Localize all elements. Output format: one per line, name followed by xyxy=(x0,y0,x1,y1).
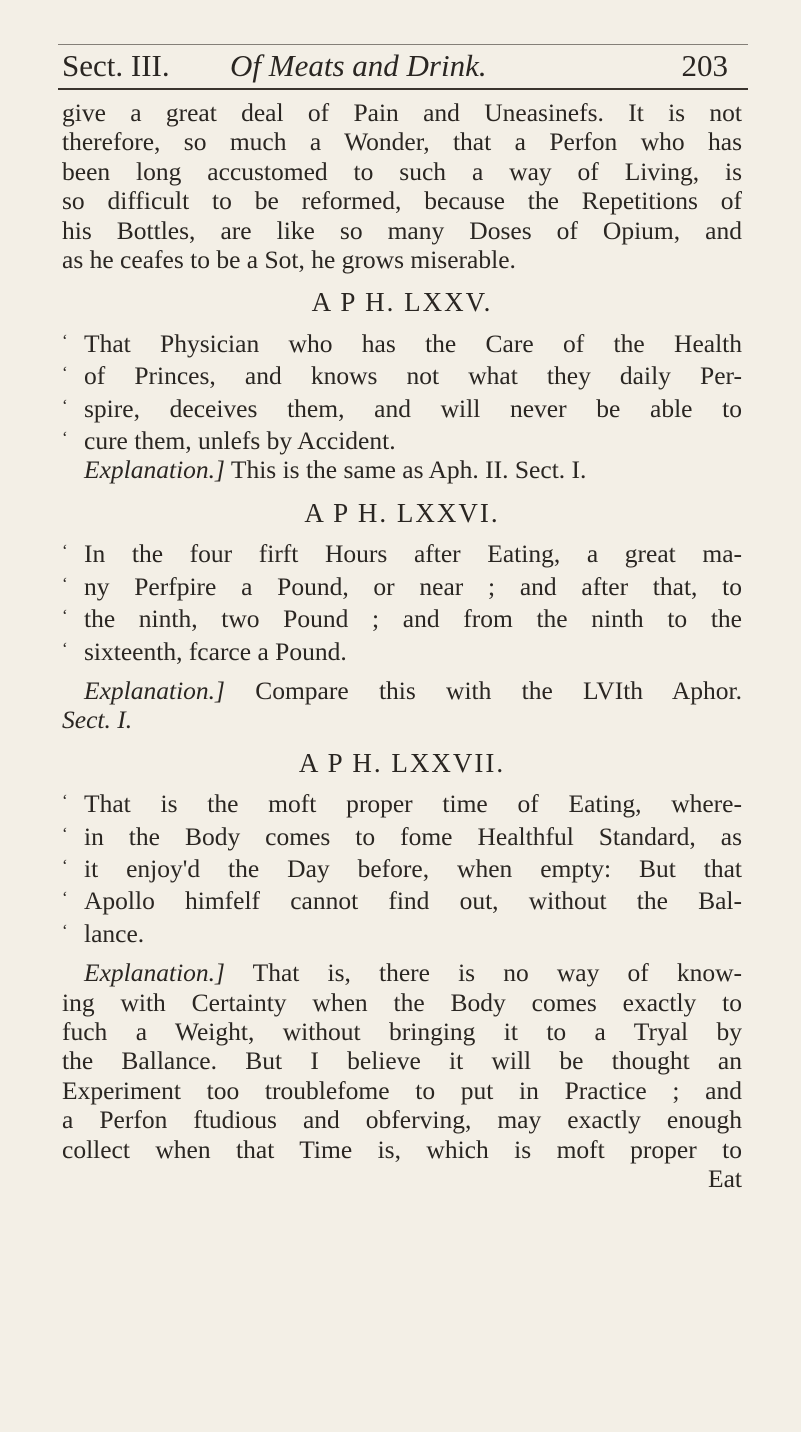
text-line: sixteenth, fcarce a Pound. xyxy=(84,636,347,666)
running-header xyxy=(62,42,728,92)
aphorism-heading: A P H. LXXVI. xyxy=(304,497,500,528)
text-line: That Physician who has the Care of the Health xyxy=(84,328,742,358)
text-line: ing with Certainty when the Body comes exactly to xyxy=(62,987,742,1017)
quote-mark: ‘ xyxy=(62,920,68,940)
explanation-label: Explanation.] xyxy=(84,958,225,988)
text-line: collect when that Time is, which is moft proper to xyxy=(62,1134,742,1164)
text-line: of Princes, and knows not what they daily Per- xyxy=(84,361,742,391)
text-line: Compare this with the LVIth Aphor. xyxy=(255,675,743,705)
quote-mark: ‘ xyxy=(62,888,68,908)
quote-mark: ‘ xyxy=(62,791,68,811)
text-line: lance. xyxy=(84,918,145,948)
text-line: in the Body comes to fome Healthful Standard, as xyxy=(84,821,742,851)
quote-mark: ‘ xyxy=(62,573,68,593)
explanation-paragraph xyxy=(62,676,742,735)
catchword: Eat xyxy=(708,1164,742,1193)
quote-mark: ‘ xyxy=(62,428,68,448)
text-line: Apollo himfelf cannot find out, without the Bal- xyxy=(84,886,742,916)
text-line: In the four firft Hours after Eating, a great ma- xyxy=(84,539,742,569)
page-body xyxy=(62,98,742,1193)
text-line: cure them, unlefs by Accident. xyxy=(84,426,396,456)
text-line: therefore, so much a Wonder, that a Perfon who has xyxy=(62,127,742,157)
aphorism-quote xyxy=(62,326,742,456)
quote-mark: ‘ xyxy=(62,855,68,875)
quote-mark: ‘ xyxy=(62,541,68,561)
text-line: That is the moft proper time of Eating, where- xyxy=(84,789,742,819)
explanation-paragraph xyxy=(62,958,742,1193)
text-line: as he ceafes to be a Sot, he grows miserable. xyxy=(62,245,516,275)
text-line: spire, deceives them, and will never be able to xyxy=(84,393,742,423)
text-line: This is the same as Aph. II. Sect. I. xyxy=(230,455,587,485)
explanation-paragraph xyxy=(62,455,742,484)
aphorism-heading: A P H. LXXV. xyxy=(311,287,493,318)
text-line: been long accustomed to such a way of Living, is xyxy=(62,156,742,186)
text-line: his Bottles, are like so many Doses of Opium, and xyxy=(62,215,742,245)
text-line: That is, there is no way of know- xyxy=(252,958,742,988)
text-line: it enjoy'd the Day before, when empty: But that xyxy=(84,853,742,883)
opening-paragraph xyxy=(62,98,742,274)
text-line: Experiment too troublefome to put in Practice ; and xyxy=(62,1075,742,1105)
aphorism-heading: A P H. LXXVII. xyxy=(298,747,506,778)
text-line: the ninth, two Pound ; and from the ninth to the xyxy=(84,604,742,634)
section-label: Sect. III. xyxy=(62,48,170,83)
text-line: a Perfon ftudious and obferving, may exactly enough xyxy=(62,1105,742,1135)
quote-mark: ‘ xyxy=(62,330,68,350)
text-line: Sect. I. xyxy=(62,705,133,735)
quote-mark: ‘ xyxy=(62,606,68,626)
header-rule xyxy=(58,88,748,90)
quote-mark: ‘ xyxy=(62,395,68,415)
text-line: give a great deal of Pain and Uneasinefs. It is not xyxy=(62,98,742,127)
explanation-label: Explanation.] xyxy=(84,455,225,485)
explanation-label: Explanation.] xyxy=(84,675,225,705)
text-line: so difficult to be reformed, because the Repetitions of xyxy=(62,186,742,216)
text-line: the Ballance. But I believe it will be thought an xyxy=(62,1046,742,1076)
running-title: Of Meats and Drink. xyxy=(230,48,487,83)
aphorism-quote xyxy=(62,536,742,666)
quote-mark: ‘ xyxy=(62,823,68,843)
text-line: ny Perfpire a Pound, or near ; and after that, to xyxy=(84,571,742,601)
quote-mark: ‘ xyxy=(62,638,68,658)
page-number: 203 xyxy=(681,48,728,83)
text-line: fuch a Weight, without bringing it to a Tryal by xyxy=(62,1016,742,1046)
quote-mark: ‘ xyxy=(62,363,68,383)
aphorism-quote xyxy=(62,786,742,948)
